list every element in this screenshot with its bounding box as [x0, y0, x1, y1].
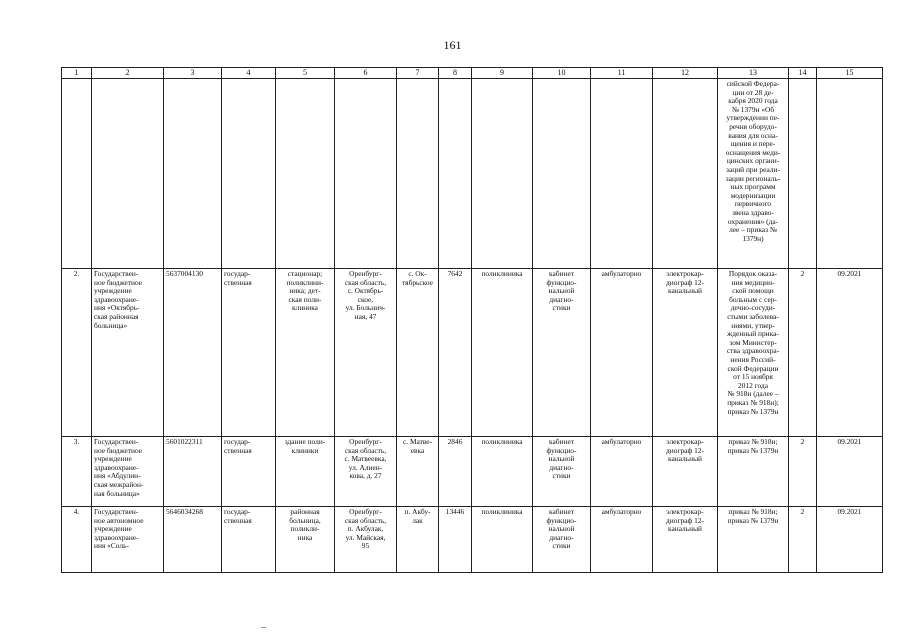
unit-cell: кабинет функцио- нальной диагно- стики [533, 437, 591, 507]
column-number: 10 [533, 68, 591, 79]
facility-type-cell: поликлиника [472, 507, 533, 573]
column-number: 13 [718, 68, 789, 79]
column-number: 2 [92, 68, 164, 79]
basis-cell: приказ № 918н; приказ № 1379н [718, 437, 789, 507]
unit-cell: кабинет функцио- нальной диагно- стики [533, 269, 591, 437]
row-number: 4. [62, 507, 92, 573]
form-cell: государ- ственная [222, 269, 276, 437]
date-cell: 09.2021 [817, 507, 883, 573]
row-number: 2. [62, 269, 92, 437]
settlement-cell: с. Матве- евка [397, 437, 439, 507]
column-number: 5 [276, 68, 335, 79]
population-cell: 13446 [439, 507, 472, 573]
scan-mark [261, 627, 266, 628]
facility-type-cell: поликлиника [472, 269, 533, 437]
column-number: 12 [653, 68, 718, 79]
equipment-cell: электрокар- диограф 12- канальный [653, 437, 718, 507]
organization-cell: Государствен- ное бюджетное учреждение здравоохране- ния «Абдулин- ская межрайон- ная больница» [92, 437, 164, 507]
column-number: 8 [439, 68, 472, 79]
basis-cell: Порядок оказа- ния медицин- ской помощи больным с сер- дечно-сосуди- стыми заболева- ниями, утвер- жденный прика- зом Министер- ства здравоохра- нения Россий- ской Федерации от 15 ноября 2012 года № 918н (далее – приказ № 918н); приказ № 1379н [718, 269, 789, 437]
code-cell: 5646034268 [164, 507, 222, 573]
code-cell: 5637004130 [164, 269, 222, 437]
basis-cell: сийской Федера- ции от 28 де- кабря 2020 года № 1379н «Об утверждении пе- речня оборудо- вания для осна- щения и пере- оснащения меди- цинских органи- заций при реали- зации региональ- ных программ модернизации первичного звена здраво- охранения» (да- лее – приказ № 1379н) [718, 79, 789, 269]
population-cell: 7642 [439, 269, 472, 437]
equipment-table [61, 67, 883, 573]
quantity-cell: 2 [789, 269, 817, 437]
quantity-cell: 2 [789, 437, 817, 507]
care-condition-cell: амбулаторно [591, 437, 653, 507]
code-cell: 5601022311 [164, 437, 222, 507]
care-condition-cell: амбулаторно [591, 269, 653, 437]
form-cell: государ- ственная [222, 437, 276, 507]
equipment-cell: электрокар- диограф 12- канальный [653, 269, 718, 437]
table-row [62, 269, 883, 437]
column-number: 7 [397, 68, 439, 79]
column-number: 6 [335, 68, 397, 79]
building-cell: стационар; поликлини- ника; дет- ская поли- клиника [276, 269, 335, 437]
column-number: 14 [789, 68, 817, 79]
column-number: 11 [591, 68, 653, 79]
settlement-cell: п. Акбу- лак [397, 507, 439, 573]
settlement-cell: с. Ок- тябрьское [397, 269, 439, 437]
quantity-cell: 2 [789, 507, 817, 573]
care-condition-cell: амбулаторно [591, 507, 653, 573]
equipment-cell: электрокар- диограф 12- канальный [653, 507, 718, 573]
address-cell: Оренбург- ская область, п. Акбулак, ул. Майская, 95 [335, 507, 397, 573]
organization-cell: Государствен- ное автономное учреждение здравоохране- ния «Соль- [92, 507, 164, 573]
organization-cell: Государствен- ное бюджетное учреждение здравоохране- ния «Октябрь- ская районная больница» [92, 269, 164, 437]
date-cell: 09.2021 [817, 269, 883, 437]
column-number: 1 [62, 68, 92, 79]
address-cell: Оренбург- ская область, с. Октябрь- ское, ул. Больнич- ная, 47 [335, 269, 397, 437]
table-row [62, 507, 883, 573]
column-number-row [62, 68, 883, 79]
form-cell: государ- ственная [222, 507, 276, 573]
basis-cell: приказ № 918н; приказ № 1379н [718, 507, 789, 573]
column-number: 4 [222, 68, 276, 79]
column-number: 9 [472, 68, 533, 79]
facility-type-cell: поликлиника [472, 437, 533, 507]
column-number: 15 [817, 68, 883, 79]
date-cell: 09.2021 [817, 437, 883, 507]
address-cell: Оренбург- ская область, с. Матвеевка, ул. Алиен- кова, д. 27 [335, 437, 397, 507]
unit-cell: кабинет функцио- нальной диагно- стики [533, 507, 591, 573]
table-row [62, 437, 883, 507]
population-cell: 2846 [439, 437, 472, 507]
continuation-row [62, 79, 883, 269]
building-cell: районная больница, поликли- ника [276, 507, 335, 573]
building-cell: здание поли- клиники [276, 437, 335, 507]
row-number: 3. [62, 437, 92, 507]
column-number: 3 [164, 68, 222, 79]
page-number: 161 [443, 38, 462, 52]
